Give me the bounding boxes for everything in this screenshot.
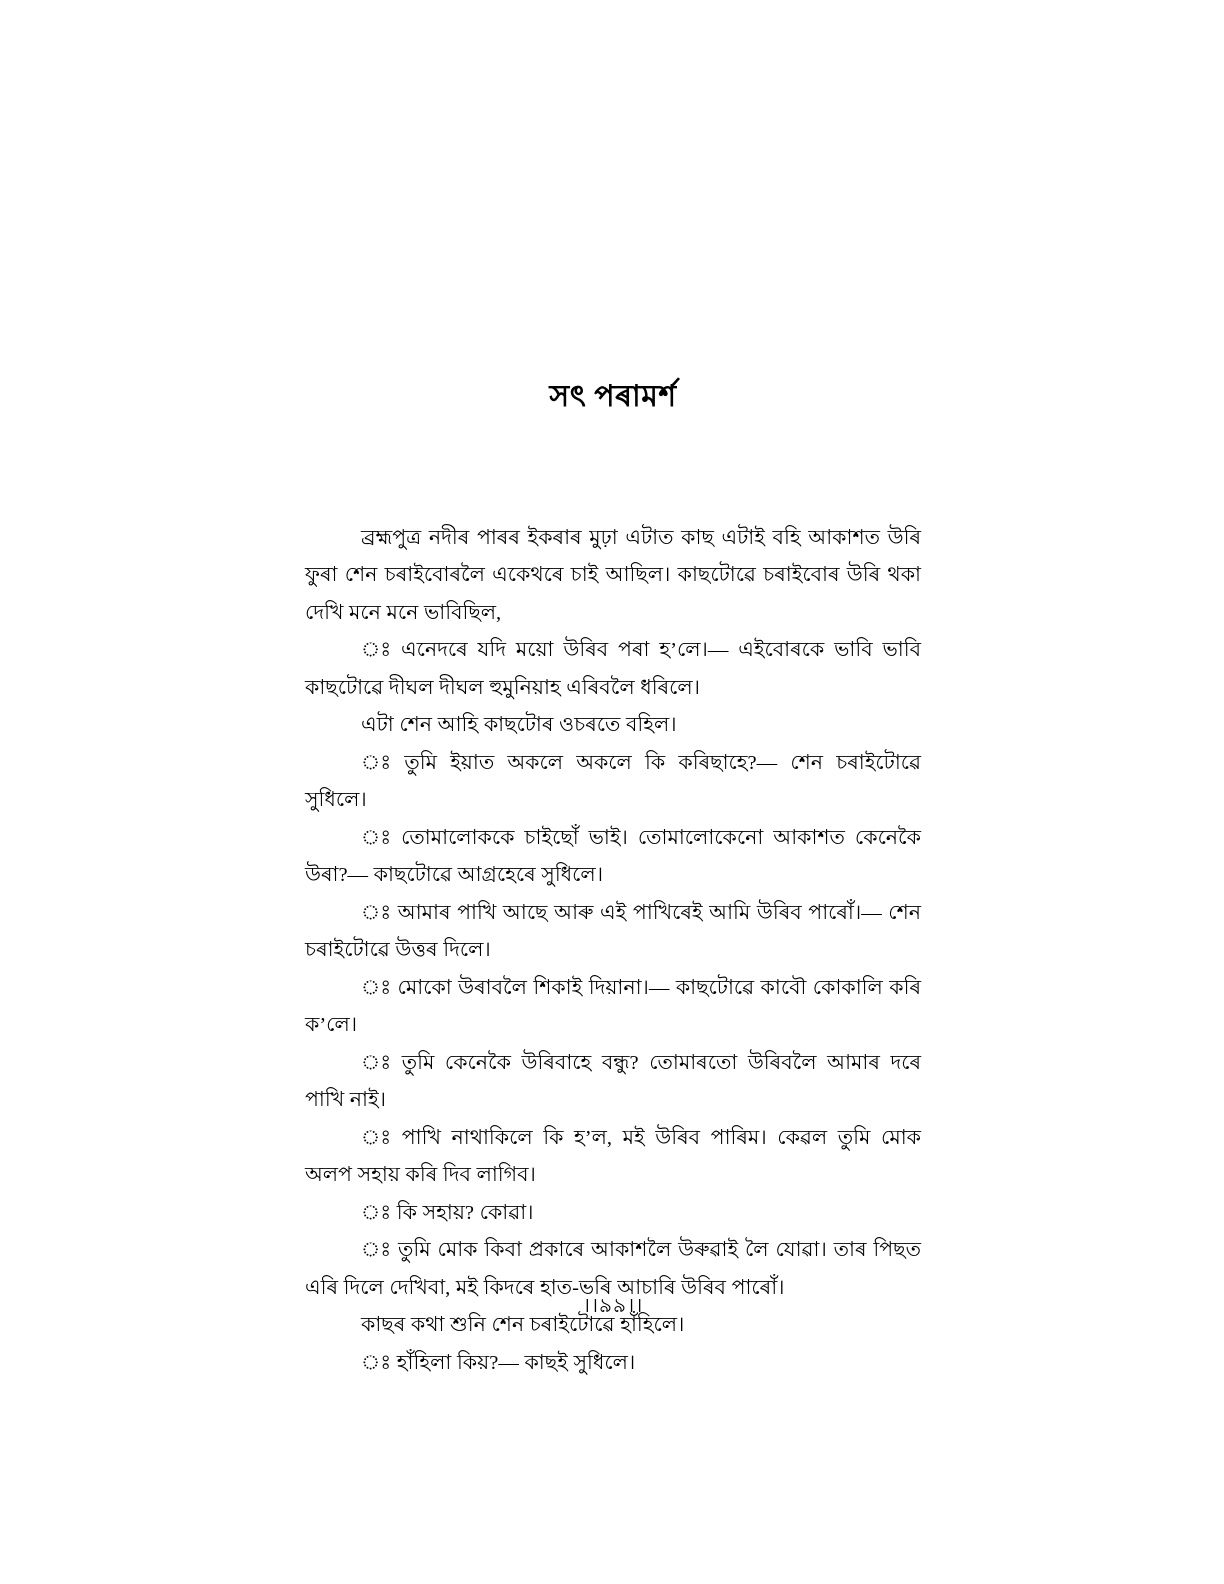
text-column xyxy=(305,378,921,1382)
paragraph: ঃ তুমি কেনেকৈ উৰিবাহে বন্ধু? তোমাৰতো উৰিবলৈ আমাৰ দৰে পাখি নাই। xyxy=(305,1051,921,1111)
paragraph: ঃ আমাৰ পাখি আছে আৰু এই পাখিৰেই আমি উৰিব পাৰোঁ।— শেন চৰাইটোৱে উত্তৰ দিলে। xyxy=(305,901,921,961)
body-text xyxy=(305,520,921,1383)
paragraph: ঃ এনেদৰে যদি ময়ো উৰিব পৰা হ’লে।— এইবোৰকে ভাবি ভাবি কাছটোৱে দীঘল দীঘল হুমুনিয়াহ এৰিবলৈ ধৰিলে। xyxy=(305,639,921,699)
paragraph: ঃ পাখি নাথাকিলে কি হ’ল, মই উৰিব পাৰিম। কেৱল তুমি মোক অলপ সহায় কৰি দিব লাগিব। xyxy=(305,1126,921,1186)
paragraph: ঃ হাঁহিলা কিয়?— কাছই সুধিলে। xyxy=(361,1351,636,1374)
page-title: সৎ পৰামৰ্শ xyxy=(549,380,677,413)
paragraph: ঃ তোমালোককে চাইছোঁ ভাই। তোমালোকেনো আকাশত কেনেকৈ উৰা?— কাছটোৱে আগ্ৰহেৰে সুধিলে। xyxy=(305,826,921,886)
paragraph: ব্ৰহ্মপুত্ৰ নদীৰ পাৰৰ ইকৰাৰ মুঢ়া এটাত কাছ এটাই বহি আকাশত উৰি ফুৰা শেন চৰাইবোৰলৈ একেথৰে চাই আছিল। কাছটোৱে চৰাইবোৰ উৰি থকা দেখি মনে মনে ভাবিছিল, xyxy=(305,526,921,624)
paragraph: এটা শেন আহি কাছটোৰ ওচৰতে বহিল। xyxy=(361,714,677,736)
paragraph: ঃ তুমি ইয়াত অকলে অকলে কি কৰিছাহে?— শেন চৰাইটোৱে সুধিলে। xyxy=(305,751,921,811)
paragraph: ঃ তুমি মোক কিবা প্ৰকাৰে আকাশলৈ উৰুৱাই লৈ যোৱা। তাৰ পিছত এৰি দিলে দেখিবা, মই কিদৰে হাত-ভৰি আচাৰি উৰিব পাৰোঁ। xyxy=(305,1239,921,1299)
paragraph: কাছৰ কথা শুনি শেন চৰাইটোৱে হাঁহিলে। xyxy=(361,1314,685,1336)
paragraph: ঃ মোকো উৰাবলৈ শিকাই দিয়ানা।— কাছটোৱে কাবৌ কোকালি কৰি ক’লে। xyxy=(305,976,921,1036)
page-number: ।।৯৯।। xyxy=(582,1295,644,1317)
paragraph: ঃ কি সহায়? কোৱা। xyxy=(361,1201,534,1224)
